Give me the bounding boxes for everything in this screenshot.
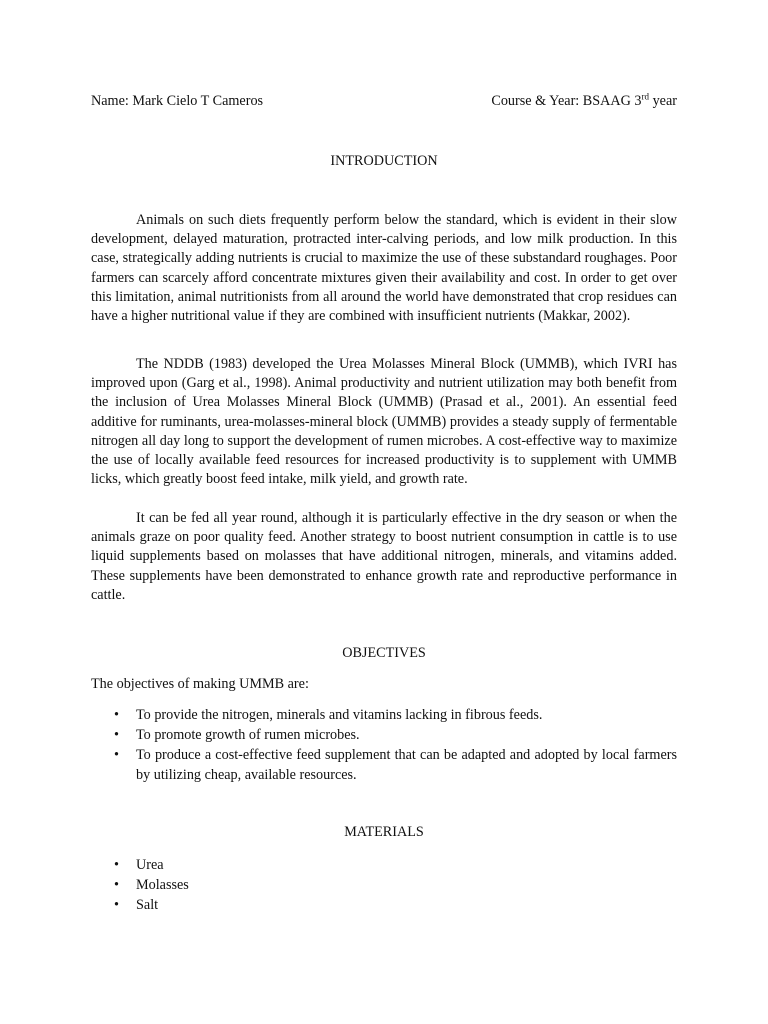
bullet-icon: • — [114, 707, 119, 723]
bullet-icon: • — [114, 747, 119, 763]
introduction-paragraph-3: It can be fed all year round, although it is particularly effective in the dry season or when the animals graze on poor quality feed. Another strategy to boost nutrient consumption in cattle is to use liquid supplements based on molasses that have additional nitrogen, minerals, and vitamins added. These supplements have been demonstrated to enhance growth rate and reproductive performance in cattle. — [91, 510, 677, 603]
material-text: Salt — [136, 897, 159, 913]
material-item — [91, 875, 677, 895]
bullet-icon: • — [114, 877, 119, 893]
materials-heading: MATERIALS — [344, 824, 424, 840]
objective-text: To produce a cost-effective feed supplement that can be adapted and adopted by local farmers by utilizing cheap, available resources. — [136, 747, 677, 783]
objective-text: To provide the nitrogen, minerals and vitamins lacking in fibrous feeds. — [136, 707, 543, 723]
course-year-prefix: Course & Year: BSAAG 3 — [491, 93, 642, 109]
introduction-paragraph-1: Animals on such diets frequently perform below the standard, which is evident in their slow development, delayed maturation, protracted inter-calving periods, and low milk production. In this case, strategically adding nutrients is crucial to maximize the use of these substandard roughages. Poor farmers can scarcely afford concentrate mixtures given their availability and cost. In order to get over this limitation, animal nutritionists from all around the world have demonstrated that crop residues can have a higher nutritional value if they are combined with insufficient nutrients (Makkar, 2002). — [91, 212, 677, 325]
objective-text: To promote growth of rumen microbes. — [136, 727, 360, 743]
introduction-paragraph-2: The NDDB (1983) developed the Urea Molasses Mineral Block (UMMB), which IVRI has improved upon (Garg et al., 1998). Animal productivity and nutrient utilization may both benefit from the inclusion of Urea Molasses Mineral Block (UMMB) (Prasad et al., 2001). An essential feed additive for ruminants, urea-molasses-mineral block (UMMB) provides a steady supply of fermentable nitrogen all day long to support the development of rumen microbes. A cost-effective way to maximize the use of locally available feed resources for increased productivity is to supplement with UMMB licks, which greatly boost feed intake, milk yield, and growth rate. — [91, 356, 677, 488]
document-header — [91, 92, 677, 111]
objective-item — [91, 705, 677, 725]
objectives-list — [91, 705, 677, 785]
material-item — [91, 855, 677, 875]
bullet-icon: • — [114, 897, 119, 913]
objectives-intro: The objectives of making UMMB are: — [91, 676, 309, 692]
course-year-superscript: rd — [641, 91, 650, 102]
objective-item — [91, 725, 677, 745]
objective-item — [91, 745, 677, 785]
introduction-heading: INTRODUCTION — [330, 153, 438, 169]
material-text: Urea — [136, 857, 164, 873]
material-text: Molasses — [136, 877, 189, 893]
bullet-icon: • — [114, 857, 119, 873]
material-item — [91, 895, 677, 915]
objectives-heading: OBJECTIVES — [342, 645, 426, 661]
materials-list — [91, 855, 677, 915]
bullet-icon: • — [114, 727, 119, 743]
student-name: Name: Mark Cielo T Cameros — [91, 93, 264, 109]
course-year — [491, 92, 677, 111]
course-year-suffix: year — [649, 93, 677, 109]
